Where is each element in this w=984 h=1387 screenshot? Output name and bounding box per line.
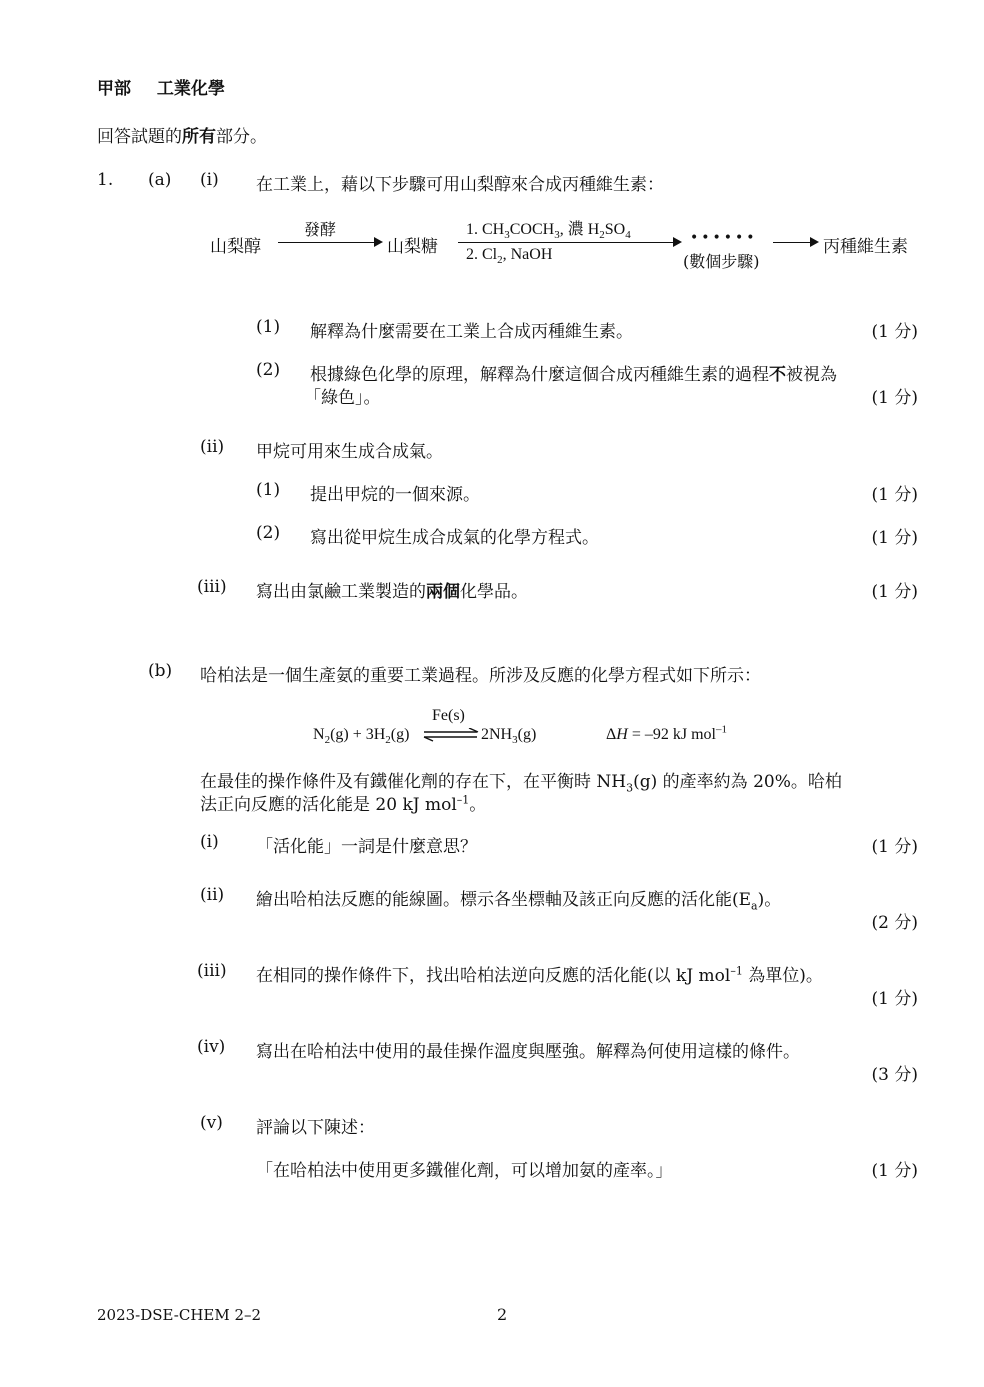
b-paragraph-line2: 法正向反應的活化能是 20 kJ mol$^{-1}$。 [200, 793, 487, 815]
footer-page-number: 2 [497, 1305, 508, 1324]
question-number: 1. [97, 170, 114, 190]
b-paragraph-line1: 在最佳的操作條件及有鐵催化劑的存在下，在平衡時 $NH_3(g)$ 的產率約為 20%。哈柏 [200, 772, 842, 795]
b-iii-label: (iii) [197, 961, 227, 981]
b-v-text: 評論以下陳述： [256, 1118, 375, 1138]
equation-products: $2NH_3(g)$ [481, 726, 537, 747]
a-i-2-marks: (1 分) [871, 388, 918, 408]
a-i-1-label: (1) [256, 317, 281, 337]
b-i-text: 「活化能」一詞是什麼意思？ [256, 837, 477, 857]
b-iv-marks: (3 分) [871, 1065, 918, 1085]
a-i-label: (i) [200, 170, 219, 190]
b-v-quote: 「在哈柏法中使用更多鐵催化劑，可以增加氨的產率。」 [256, 1161, 673, 1181]
a-iii-marks: (1 分) [871, 582, 918, 602]
a-ii-text: 甲烷可用來生成合成氣。 [256, 442, 443, 462]
b-v-label: (v) [200, 1113, 223, 1133]
scheme-start: 山梨醇 [210, 237, 261, 257]
instruction [97, 122, 267, 147]
scheme-step2-reagent-2: 2. $Cl_2$, NaOH [466, 246, 553, 267]
a-ii-2-label: (2) [256, 523, 281, 543]
scheme-intermediate: 山梨糖 [387, 237, 438, 257]
scheme-step1-reagent: 發酵 [304, 220, 337, 239]
equation-enthalpy: ΔH = –92 kJ mol$^{-1}$ [606, 723, 727, 743]
scheme-product: 丙種維生素 [823, 237, 908, 257]
a-ii-1-text: 提出甲烷的一個來源。 [310, 485, 480, 505]
a-ii-1-marks: (1 分) [871, 485, 918, 505]
a-ii-label: (ii) [200, 437, 225, 457]
instruction-text: 回答試題的 [97, 127, 182, 147]
b-iv-text: 寫出在哈柏法中使用的最佳操作溫度與壓強。解釋為何使用這樣的條件。 [256, 1042, 800, 1062]
a-i-1-text: 解釋為什麼需要在工業上合成丙種維生素。 [310, 322, 633, 342]
instruction-text-end: 部分。 [216, 127, 267, 147]
part-b-label: (b) [148, 661, 173, 681]
b-i-label: (i) [200, 832, 219, 852]
b-v-marks: (1 分) [871, 1161, 918, 1181]
a-iii-label: (iii) [197, 577, 227, 597]
equation-reactants: $N_2(g) + 3H_2(g)$ [313, 726, 410, 747]
section-label: 甲部 [97, 79, 131, 99]
b-ii-marks: (2 分) [871, 913, 918, 933]
a-ii-2-text: 寫出從甲烷生成合成氣的化學方程式。 [310, 528, 599, 548]
footer-paper-code: 2023-DSE-CHEM 2–2 [97, 1306, 262, 1324]
section-heading [97, 74, 225, 99]
equation-catalyst: Fe(s) [432, 707, 465, 724]
scheme-arrow-2 [458, 242, 680, 243]
b-iv-label: (iv) [197, 1037, 226, 1057]
instruction-bold: 所有 [182, 127, 216, 147]
a-iii-text: 寫出由氯鹼工業製造的兩個化學品。 [256, 582, 528, 602]
equilibrium-arrow-icon [423, 728, 479, 742]
scheme-dots-note: (數個步驟) [683, 252, 760, 271]
b-ii-label: (ii) [200, 885, 225, 905]
scheme-step2-reagent-1: 1. $CH_3COCH_3$, 濃 $H_2SO_4$ [466, 221, 631, 242]
a-i-2-text: 根據綠色化學的原理，解釋為什麼這個合成丙種維生素的過程不被視為 [310, 365, 837, 385]
b-iii-marks: (1 分) [871, 989, 918, 1009]
a-i-text: 在工業上，藉以下步驟可用山梨醇來合成丙種維生素： [256, 175, 664, 195]
section-title: 工業化學 [156, 79, 225, 99]
a-i-2-label: (2) [256, 360, 281, 380]
b-ii-text: 繪出哈柏法反應的能線圖。標示各坐標軸及該正向反應的活化能$(E_a)$。 [256, 890, 782, 913]
a-ii-2-marks: (1 分) [871, 528, 918, 548]
b-i-marks: (1 分) [871, 837, 918, 857]
scheme-arrow-1 [278, 242, 381, 243]
part-a-label: (a) [148, 170, 172, 190]
a-i-1-marks: (1 分) [871, 322, 918, 342]
a-ii-1-label: (1) [256, 480, 281, 500]
scheme-arrow-3 [773, 242, 817, 243]
b-intro: 哈柏法是一個生產氨的重要工業過程。所涉及反應的化學方程式如下所示： [200, 666, 761, 686]
b-iii-text: 在相同的操作條件下，找出哈柏法逆向反應的活化能(以 kJ mol$^{-1}$ 為單位)。 [256, 964, 823, 986]
a-i-2-text-line2: 「綠色」。 [304, 388, 381, 408]
scheme-dots: •••••• [690, 230, 758, 246]
